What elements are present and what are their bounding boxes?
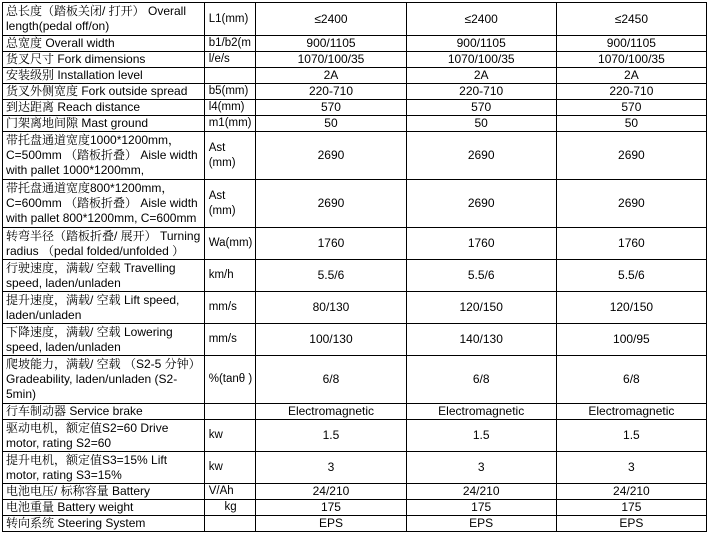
param-cell: 门架离地间隙 Mast ground [3, 116, 205, 132]
table-row [3, 500, 707, 516]
value-cell: Electromagnetic [556, 404, 706, 420]
param-cell: 下降速度，满载/ 空载 Lowering speed, laden/unladen [3, 324, 205, 356]
param-cell: 行车制动器 Service brake [3, 404, 205, 420]
unit-cell: l/e/s [204, 52, 256, 68]
param-cell: 电池电压/ 标称容量 Battery [3, 484, 205, 500]
param-cell: 驱动电机，额定值S2=60 Drive motor, rating S2=60 [3, 420, 205, 452]
unit-cell: kw [204, 452, 256, 484]
value-cell: 50 [256, 116, 406, 132]
value-cell: 1070/100/35 [406, 52, 556, 68]
value-cell: 3 [406, 452, 556, 484]
unit-cell: m1(mm) [204, 116, 256, 132]
unit-cell: L1(mm) [204, 3, 256, 36]
value-cell: 1760 [406, 228, 556, 260]
value-cell: 50 [406, 116, 556, 132]
unit-cell: b5(mm) [204, 84, 256, 100]
value-cell: 2A [556, 68, 706, 84]
value-cell: EPS [556, 516, 706, 532]
param-cell: 带托盘通道宽度800*1200mm，C=600mm （踏板折叠） Aisle width with pallet 800*1200mm, C=600mm [3, 180, 205, 228]
unit-cell: Wa(mm) [204, 228, 256, 260]
param-cell: 到达距离 Reach distance [3, 100, 205, 116]
table-row [3, 116, 707, 132]
table-row [3, 404, 707, 420]
value-cell: 6/8 [406, 356, 556, 404]
table-row [3, 84, 707, 100]
value-cell: 2A [406, 68, 556, 84]
table-row [3, 3, 707, 36]
value-cell: 1760 [556, 228, 706, 260]
value-cell: ≤2400 [406, 3, 556, 36]
value-cell: 2690 [406, 180, 556, 228]
value-cell: 5.5/6 [256, 260, 406, 292]
unit-cell: Ast (mm) [204, 180, 256, 228]
value-cell: 3 [256, 452, 406, 484]
table-row [3, 100, 707, 116]
value-cell: EPS [406, 516, 556, 532]
table-row [3, 228, 707, 260]
table-row [3, 420, 707, 452]
value-cell: 220-710 [406, 84, 556, 100]
table-row [3, 452, 707, 484]
value-cell: 570 [406, 100, 556, 116]
value-cell: 175 [556, 500, 706, 516]
spec-table-body [3, 3, 707, 532]
value-cell: 175 [256, 500, 406, 516]
value-cell: 6/8 [556, 356, 706, 404]
value-cell: 2690 [556, 132, 706, 180]
value-cell: 2690 [256, 180, 406, 228]
param-cell: 货叉尺寸 Fork dimensions [3, 52, 205, 68]
value-cell: 24/210 [556, 484, 706, 500]
unit-cell: l4(mm) [204, 100, 256, 116]
unit-cell: kg [204, 500, 256, 516]
table-row [3, 36, 707, 52]
unit-cell [204, 404, 256, 420]
table-row [3, 180, 707, 228]
unit-cell [204, 68, 256, 84]
table-row [3, 324, 707, 356]
param-cell: 提升电机，额定值S3=15% Lift motor, rating S3=15% [3, 452, 205, 484]
param-cell: 转弯半径（踏板折叠/ 展开） Turning radius （pedal folded/unfolded ） [3, 228, 205, 260]
table-row [3, 292, 707, 324]
value-cell: Electromagnetic [256, 404, 406, 420]
param-cell: 带托盘通道宽度1000*1200mm，C=500mm （踏板折叠） Aisle width with pallet 1000*1200mm, [3, 132, 205, 180]
value-cell: 6/8 [256, 356, 406, 404]
value-cell: 1.5 [556, 420, 706, 452]
unit-cell: mm/s [204, 324, 256, 356]
value-cell: 220-710 [556, 84, 706, 100]
unit-cell: V/Ah [204, 484, 256, 500]
param-cell: 提升速度，满载/ 空载 Lift speed, laden/unladen [3, 292, 205, 324]
param-cell: 总长度（踏板关闭/ 打开） Overall length(pedal off/on) [3, 3, 205, 36]
value-cell: 24/210 [406, 484, 556, 500]
value-cell: 900/1105 [256, 36, 406, 52]
param-cell: 转向系统 Steering System [3, 516, 205, 532]
value-cell: 2A [256, 68, 406, 84]
value-cell: ≤2450 [556, 3, 706, 36]
value-cell: 1070/100/35 [256, 52, 406, 68]
table-row [3, 516, 707, 532]
value-cell: 220-710 [256, 84, 406, 100]
value-cell: 100/130 [256, 324, 406, 356]
spec-table [2, 2, 707, 532]
value-cell: 80/130 [256, 292, 406, 324]
value-cell: 1.5 [406, 420, 556, 452]
param-cell: 货叉外侧宽度 Fork outside spread [3, 84, 205, 100]
unit-cell: b1/b2(m [204, 36, 256, 52]
table-row [3, 356, 707, 404]
unit-cell: Ast (mm) [204, 132, 256, 180]
param-cell: 行驶速度，满载/ 空载 Travelling speed, laden/unladen [3, 260, 205, 292]
value-cell: 5.5/6 [556, 260, 706, 292]
unit-cell [204, 516, 256, 532]
value-cell: 140/130 [406, 324, 556, 356]
table-row [3, 132, 707, 180]
value-cell: Electromagnetic [406, 404, 556, 420]
unit-cell: %(tanθ ) [204, 356, 256, 404]
value-cell: 1070/100/35 [556, 52, 706, 68]
value-cell: 570 [256, 100, 406, 116]
value-cell: 900/1105 [406, 36, 556, 52]
table-row [3, 68, 707, 84]
table-row [3, 484, 707, 500]
value-cell: EPS [256, 516, 406, 532]
table-row [3, 260, 707, 292]
param-cell: 安装级别 Installation level [3, 68, 205, 84]
unit-cell: km/h [204, 260, 256, 292]
value-cell: 1760 [256, 228, 406, 260]
value-cell: ≤2400 [256, 3, 406, 36]
value-cell: 1.5 [256, 420, 406, 452]
value-cell: 50 [556, 116, 706, 132]
value-cell: 2690 [256, 132, 406, 180]
value-cell: 100/95 [556, 324, 706, 356]
table-row [3, 52, 707, 68]
value-cell: 5.5/6 [406, 260, 556, 292]
param-cell: 总宽度 Overall width [3, 36, 205, 52]
value-cell: 120/150 [406, 292, 556, 324]
value-cell: 175 [406, 500, 556, 516]
unit-cell: kw [204, 420, 256, 452]
value-cell: 24/210 [256, 484, 406, 500]
value-cell: 900/1105 [556, 36, 706, 52]
param-cell: 电池重量 Battery weight [3, 500, 205, 516]
param-cell: 爬坡能力，满载/ 空载 （S2-5 分钟） Gradeability, laden/unladen (S2-5min) [3, 356, 205, 404]
unit-cell: mm/s [204, 292, 256, 324]
value-cell: 120/150 [556, 292, 706, 324]
value-cell: 570 [556, 100, 706, 116]
value-cell: 3 [556, 452, 706, 484]
value-cell: 2690 [406, 132, 556, 180]
value-cell: 2690 [556, 180, 706, 228]
